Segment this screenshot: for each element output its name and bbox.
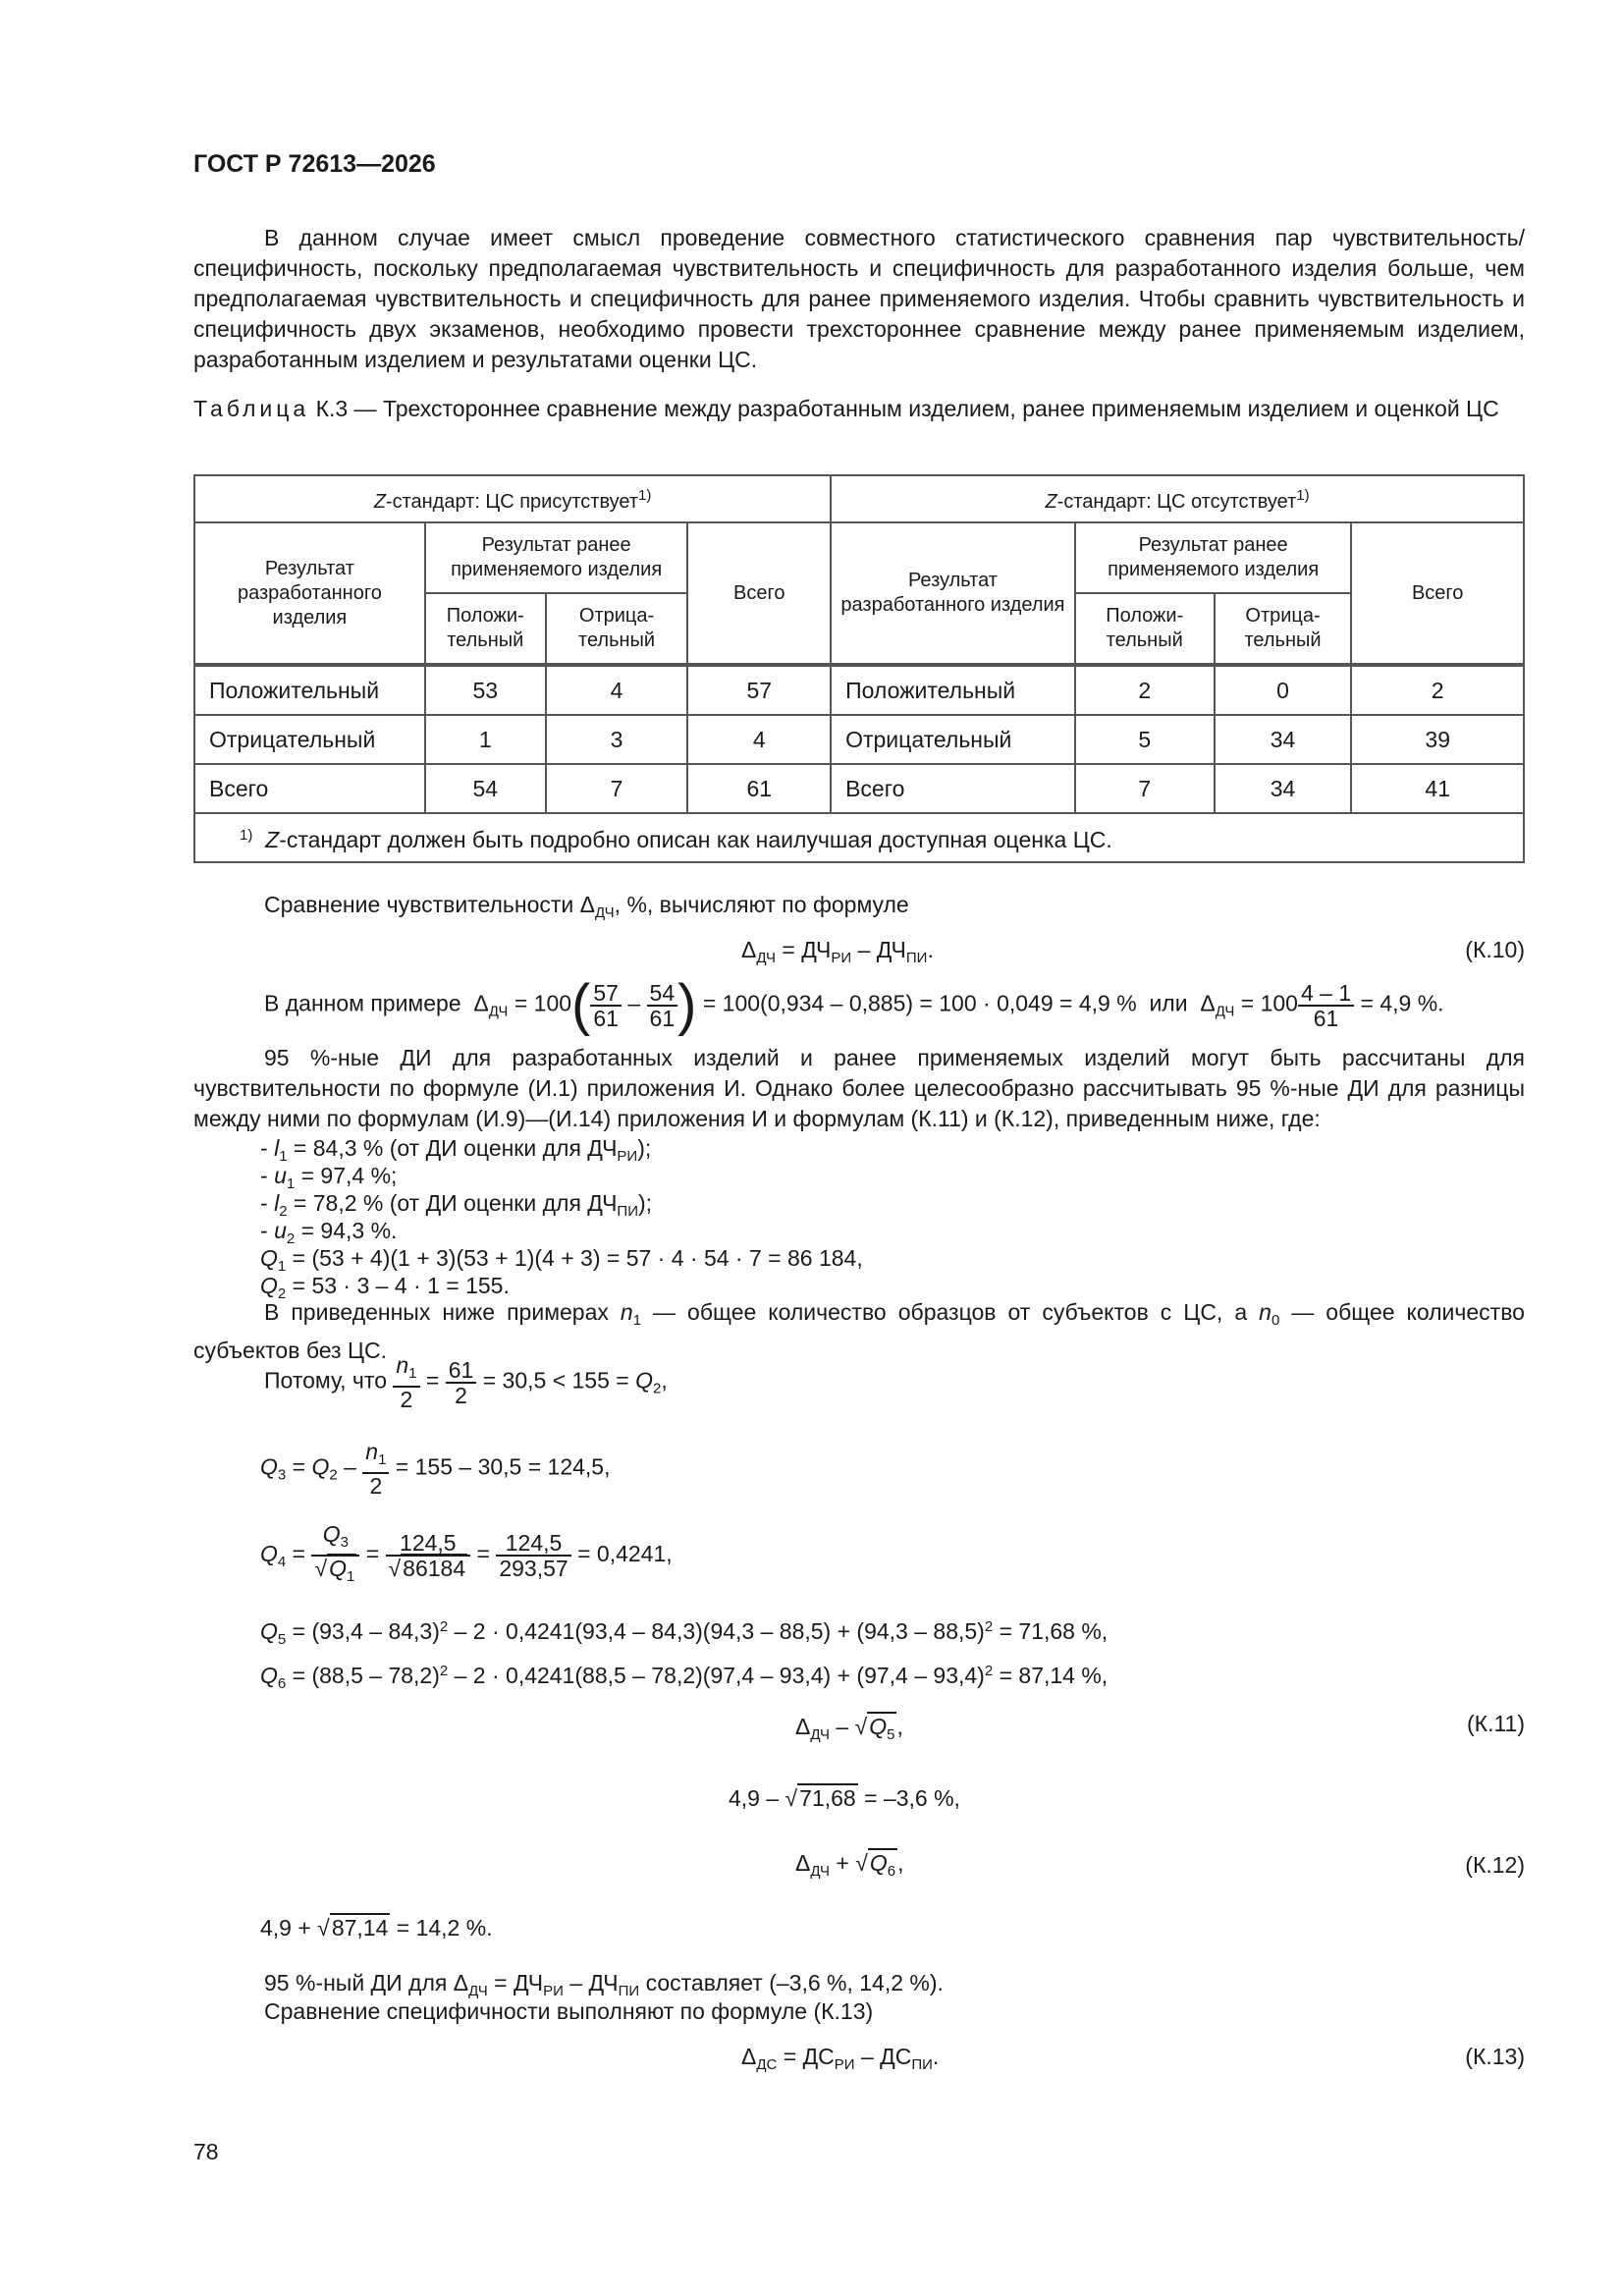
pos-col-right: Положи-тельный [1075,593,1215,665]
row-header-right: Результат разработанного изделия [831,522,1075,665]
table-row: Отрицательный 1 3 4 Отрицательный 5 34 39 [194,715,1524,764]
equation-k13: $\Delta_{ДС} = ДС_{РИ} - ДС_{ПИ}$. [741,2044,940,2073]
sensitivity-intro: Сравнение чувствительности $\Delta_{ДЧ}$, %, вычисляют по формуле [264,892,909,921]
ci-paragraph: 95 %-ные ДИ для разработанных изделий и ранее применяемых изделий могут быть рассчитаны для чувствительности по формуле (И.1) приложения И. Однако более целесообразно рассчитывать 95 %-ные ДИ для разницы между ними по формулам (И.9)—(И.14) приложения И и формулам (К.11) и (К.12), приведенным ниже, где: [193,1045,1525,1131]
list-item: - $u_2 = 94,3$ %. [260,1218,398,1247]
table-caption-word: Таблица [193,396,310,421]
table-caption-text: К.3 — Трехстороннее сравнение между разработанным изделием, ранее применяемым изделием и оценкой ЦС [315,396,1499,421]
prev-header-right: Результат ранее применяемого изделия [1075,522,1352,593]
example-equation: В данном примере $\Delta_{ДЧ} = 100$( $\frac{57}{61}$ – $\frac{54}{61}$ ) = 100(0,934 – 0,885) = 100 · 0,049 = 4,9 % или $\Delta_{ДЧ} = 100$ $\frac{4 - 1}{61}$ = 4,9 %. [264,973,1444,1037]
header-cs-present: Z-стандарт: ЦС присутствует$^{1)}$ [194,475,831,522]
equation-k10: $\Delta_{ДЧ} = ДЧ_{РИ} - ДЧ_{ПИ}$. [741,937,934,966]
q6-equation: $Q_6 = (88,5 - 78,2)^2 - 2 \cdot 0,4241(88,5 - 78,2)(97,4 - 93,4) + (97,4 - 93,4)^2 = 87,14$ %, [260,1663,1109,1692]
k12-calc: 4,9 + √87,14 = 14,2 %. [260,1915,493,1941]
q2-line: $Q_2 = 53 \cdot 3 - 4 \cdot 1 = 155$. [260,1273,510,1302]
table-caption [193,394,1525,424]
intro-paragraph: В данном случае имеет смысл проведение совместного статистического сравнения пар чувствительность/специфичность, поскольку предполагаемая чувствительность и специфичность для разработанного изделия больше, чем предполагаемая чувствительность и специфичность для ранее применяемого изделия. Чтобы сравнить чувствительность и специфичность двух экзаменов, необходимо провести трехстороннее сравнение между ранее применяемым изделием, разработанным изделием и результатами оценки ЦС. [193,225,1525,372]
document-header: ГОСТ Р 72613—2026 [193,150,436,178]
prev-header-left: Результат ранее применяемого изделия [425,522,688,593]
equation-number-k11: (К.11) [1467,1711,1525,1736]
ci-result: 95 %-ный ДИ для $\Delta_{ДЧ} = ДЧ_{РИ} - ДЧ_{ПИ}$ составляет (–3,6 %, 14,2 %). [264,1970,944,1999]
q5-equation: $Q_5 = (93,4 - 84,3)^2 - 2 \cdot 0,4241(93,4 - 84,3)(94,3 - 88,5) + (94,3 - 88,5)^2 = 71,68$ %, [260,1618,1109,1648]
list-item: - $u_1 = 97,4$ %; [260,1163,398,1192]
pos-col-left: Положи-тельный [425,593,546,665]
q4-equation: $Q_4$ = $\frac{Q_3}{√Q_1}$ = $\frac{124,5}{√86184}$ = $\frac{124,5}{293,57}$ = 0,4241, [260,1521,673,1585]
q1-line: $Q_1 = (53 + 4)(1 + 3)(53 + 1)(4 + 3) = 57 \cdot 4 \cdot 54 \cdot 7 = 86$ 184, [260,1245,863,1275]
k11-calc: 4,9 – √71,68 = –3,6 %, [729,1785,960,1811]
table-footnote: $^{1)}$ Z-стандарт должен быть подробно описан как наилучшая доступная оценка ЦС. [194,813,1524,862]
row-header-left: Результат разработанного изделия [194,522,425,665]
neg-col-right: Отрица-тельный [1215,593,1352,665]
equation-k11: $\Delta_{ДЧ} - √Q_5$, [795,1714,903,1743]
n-paragraph: В приведенных ниже примерах $n_1$ — общее количество образцов от субъектов с ЦС, а $n_0$ — общее количество субъектов без ЦС. [193,1299,1525,1363]
comparison-table [193,474,1525,863]
list-item: - $l_1 = 84,3$ % (от ДИ оценки для $ДЧ_{РИ}$); [260,1135,652,1165]
total-header-left: Всего [687,522,831,665]
q3-equation: $Q_3 = Q_2$ – $\frac{n_1}{2}$ = 155 – 30,5 = 124,5, [260,1439,611,1499]
neg-col-left: Отрица-тельный [546,593,688,665]
equation-number-k10: (К.10) [1465,937,1525,962]
specificity-intro: Сравнение специфичности выполняют по формуле (К.13) [264,1998,874,2024]
equation-k12: $\Delta_{ДЧ} + √Q_6$, [795,1850,904,1880]
total-header-right: Всего [1351,522,1524,665]
equation-number-k13: (К.13) [1465,2044,1525,2069]
list-item: - $l_2 = 78,2$ % (от ДИ оценки для $ДЧ_{ПИ}$); [260,1190,653,1220]
page-number: 78 [193,2139,219,2164]
therefore-equation: Потому, что $\frac{n_1}{2}$ = $\frac{61}{2}$ = $30,5 < 155 = Q_2$, [264,1352,668,1412]
header-cs-absent: Z-стандарт: ЦС отсутствует$^{1)}$ [831,475,1524,522]
table-row: Положительный 53 4 57 Положительный 2 0 2 [194,665,1524,715]
table-row: Всего 54 7 61 Всего 7 34 41 [194,764,1524,813]
equation-number-k12: (К.12) [1465,1852,1525,1878]
